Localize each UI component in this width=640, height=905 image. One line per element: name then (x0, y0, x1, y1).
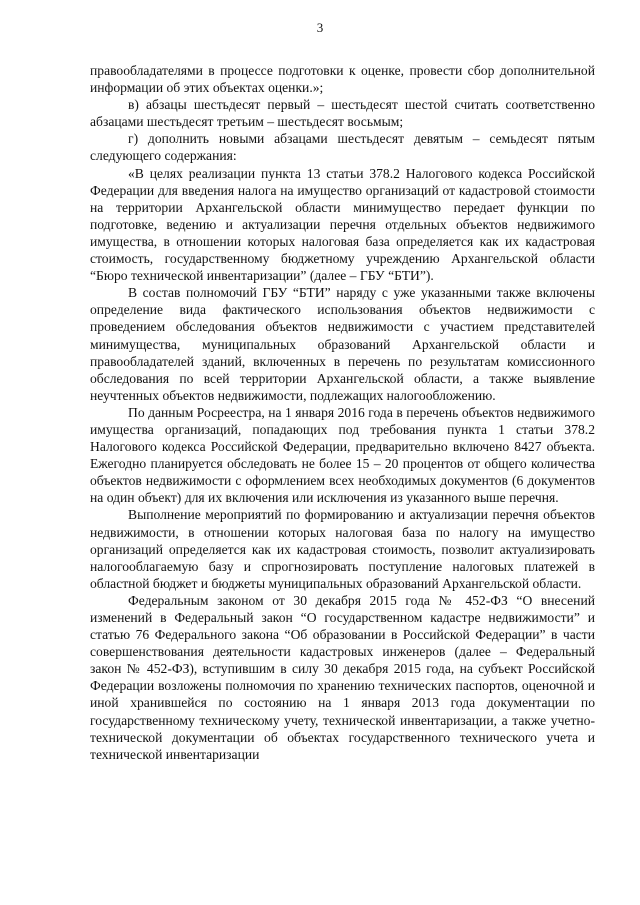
document-body (90, 62, 595, 763)
paragraph-rosreestr-data: По данным Росреестра, на 1 января 2016 года в перечень объектов недвижимого имущества организаций, попадающих под требования пункта 1 статьи 378.2 Налогового кодекса Российской Федерации, предварительно включено 8427 объекта. Ежегодно планируется обследовать не более 15 – 20 процентов от общего количества объектов недвижимости с оформлением всех необходимых документов (6 документов на один объект) для их включения или исключения из указанного выше перечня. (90, 404, 595, 506)
paragraph-bti-powers: В состав полномочий ГБУ “БТИ” наряду с уже указанными также включены определение вида фактического использования объектов недвижимости с проведением обследования объектов недвижимости с участием представителей минимущества, муниципальных образований Архангельской области и правообладателей зданий, включенных в перечень по результатам комиссионного обследования по всей территории Архангельской области, а также выявление неучтенных объектов недвижимости, подлежащих налогообложению. (90, 285, 595, 403)
paragraph-continuation: правообладателями в процессе подготовки к оценке, провести сбор дополнительной информации об этих объектах оценки.»; (90, 63, 595, 96)
paragraph-measures: Выполнение мероприятий по формированию и актуализации перечня объектов недвижимости, в отношении которых налоговая база по налогу на имущество организаций определяется как их кадастровая стоимость, позволит актуализировать налогооблагаемую базу и спрогнозировать поступление налоговых платежей в областной бюджет и бюджеты муниципальных образований Архангельской области. (90, 507, 595, 591)
paragraph-item-v: в) абзацы шестьдесят первый – шестьдесят шестой считать соответственно абзацами шестьдесят третьим – шестьдесят восьмым; (90, 97, 595, 130)
paragraph-federal-law: Федеральным законом от 30 декабря 2015 года № 452-ФЗ “О внесений изменений в Федеральный закон “О государственном кадастре недвижимости” и статью 76 Федерального закона “Об образовании в Российской Федерации” в части совершенствования деятельности кадастровых инженеров (далее – Федеральный закон № 452-ФЗ), вступившим в силу 30 декабря 2015 года, на субъект Российской Федерации возложены полномочия по хранению технических паспортов, оценочной и иной хранившейся по состоянию на 1 января 2013 года документации по государственному техническому учету, технической инвентаризации, а также учетно-технической документации об объектах государственного технического учета и технической инвентаризации (90, 592, 595, 762)
paragraph-item-g: г) дополнить новыми абзацами шестьдесят девятым – семьдесят пятым следующего содержания: (90, 131, 595, 164)
paragraph-quoted-intro: «В целях реализации пункта 13 статьи 378.2 Налогового кодекса Российской Федерации для введения налога на имущество организаций от кадастровой стоимости на территории Архангельской области минимущество передает функции по подготовке, ведению и актуализации перечня отдельных объектов недвижимого имущества, в отношении которых налоговая база определяется как их кадастровая стоимость, государственному бюджетному учреждению Архангельской области “Бюро технической инвентаризации” (далее – ГБУ “БТИ”). (90, 165, 595, 284)
page-number: 3 (316, 20, 324, 35)
